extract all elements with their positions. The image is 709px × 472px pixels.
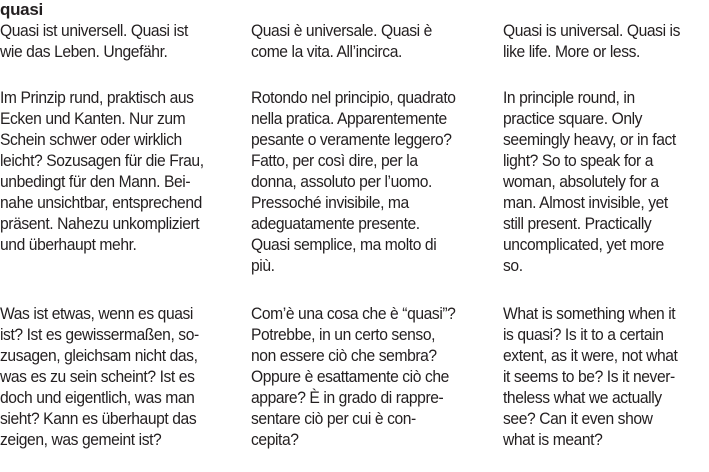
italian-paragraph-1: Quasi è universale. Quasi è come la vita. All’incirca. [251, 21, 432, 61]
document-title: quasi [0, 0, 43, 19]
english-paragraph-1: Quasi is universal. Quasi is like life. More or less. [503, 21, 681, 61]
german-paragraph-1: Quasi ist universell. Quasi ist wie das Leben. Ungefähr. [0, 21, 188, 61]
german-paragraph-2: Im Prinzip rund, praktisch aus Ecken und Kanten. Nur zum Schein schwer oder wirklich leicht? Sozusagen für die Frau, unbedingt für den Mann. Bei- nahe unsichtbar, entsprechend präsent. Nahezu unkompliziert und überhaupt mehr. [0, 88, 204, 254]
italian-paragraph-2: Rotondo nel principio, quadrato nella pratica. Apparentemente pesante o veramente leggero? Fatto, per così dire, per la donna, assoluto per l’uomo. Pressoché invisibile, ma adeguatamente presente. Quasi semplice, ma molto di più. [251, 88, 456, 275]
german-paragraph-3: Was ist etwas, wenn es quasi ist? Ist es gewissermaßen, so- zusagen, gleichsam nicht das, was es zu sein scheint? Ist es doch und eigentlich, was man sieht? Kann es überhaupt das zeigen, was gemeint ist? [0, 304, 199, 449]
italian-paragraph-3: Com’è una cosa che è “quasi”? Potrebbe, in un certo senso, non essere ciò che sembra? Oppure è esattamente ciò che appare? È in grado di rappre- sentare ciò per cui è con- cepita? [251, 304, 456, 449]
english-paragraph-2: In principle round, in practice square. Only seemingly heavy, or in fact light? So to speak for a woman, absolutely for a man. Almost invisible, yet still present. Practically uncomplicated, yet more so. [503, 88, 676, 275]
english-paragraph-3: What is something when it is quasi? Is it to a certain extent, as it were, not what it seems to be? Is it never- theless what we actually see? Can it even show what is meant? [503, 304, 678, 449]
